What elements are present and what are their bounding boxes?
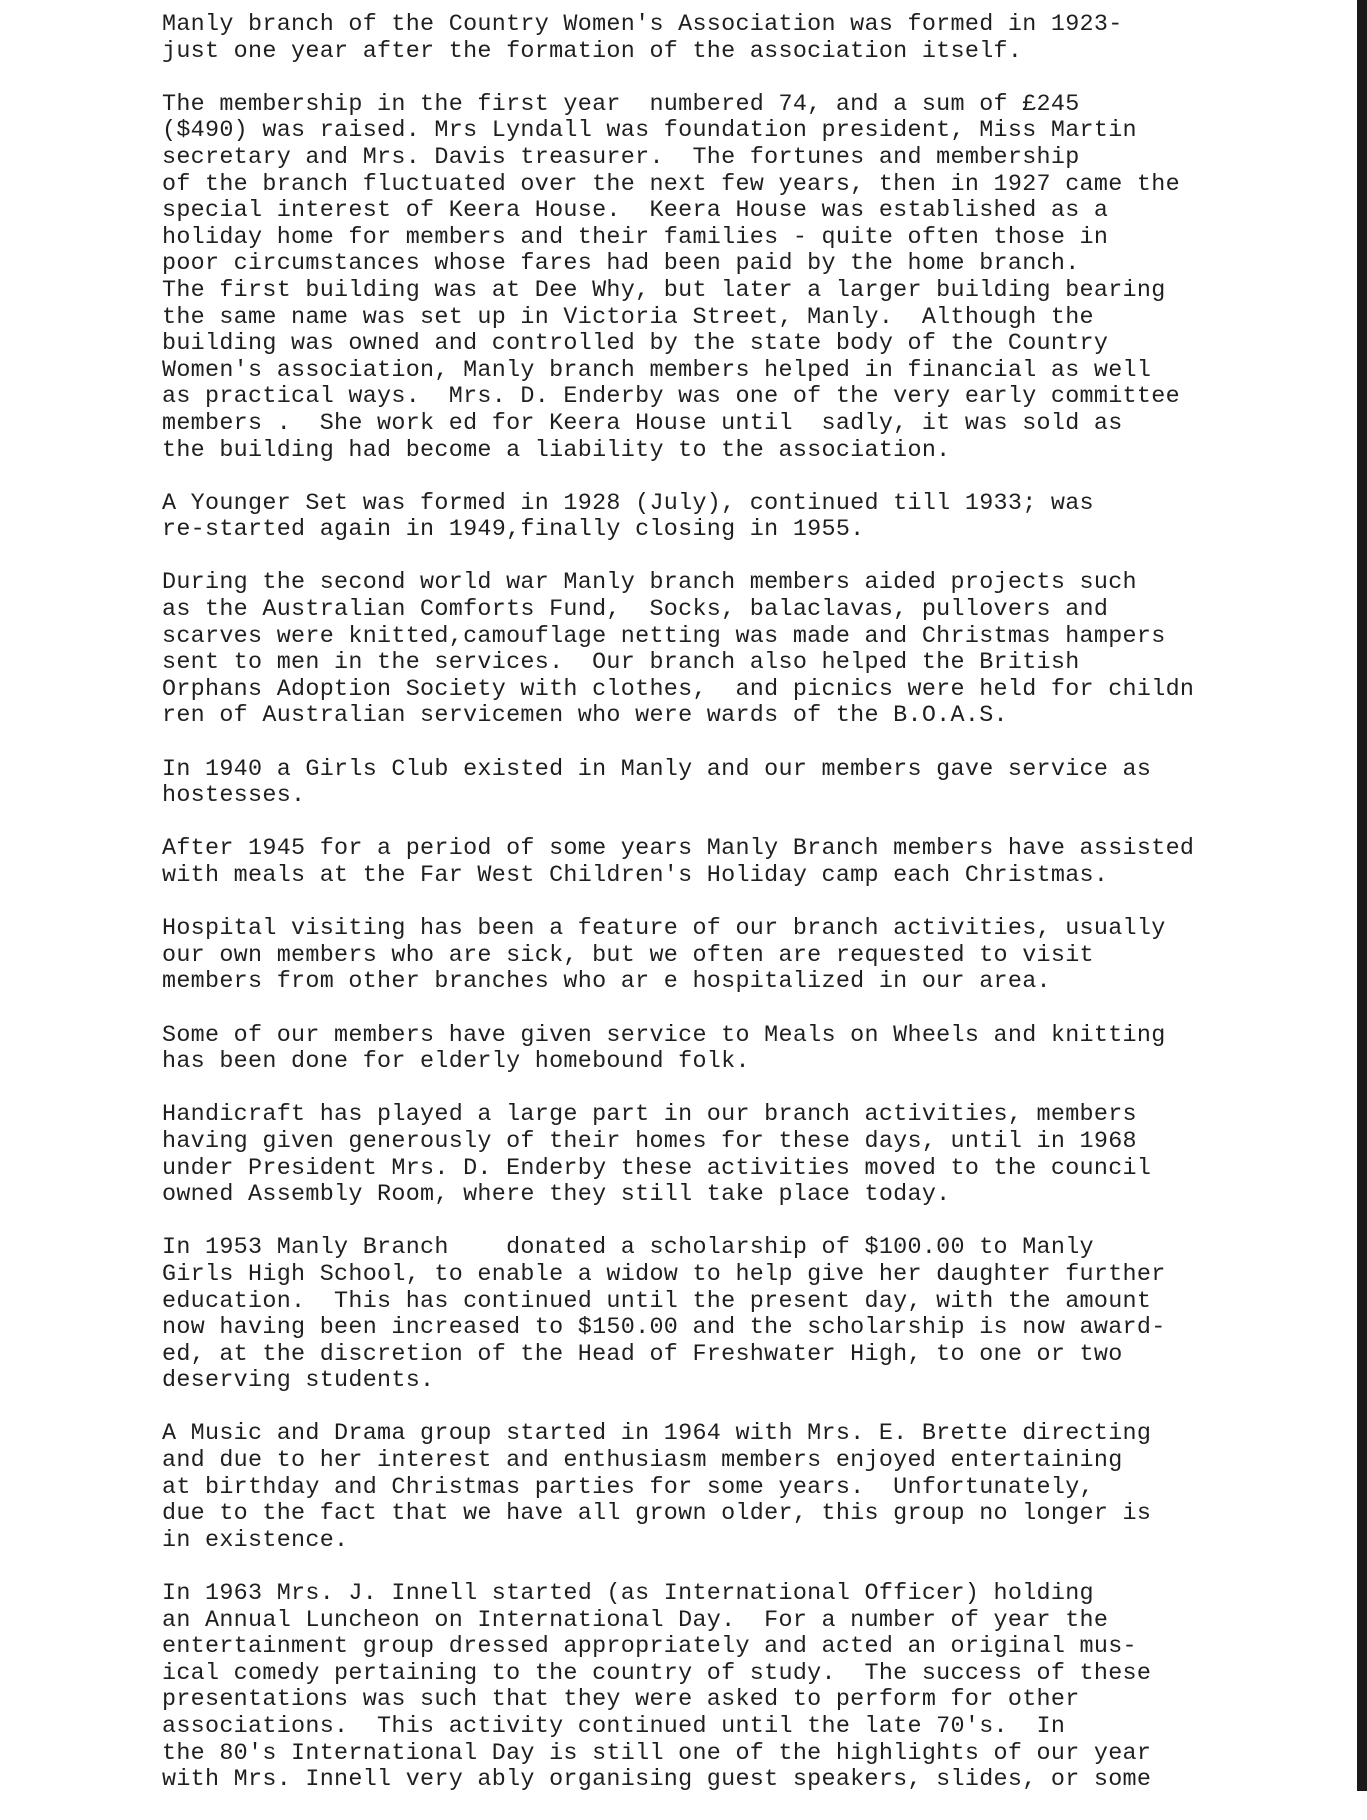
text-line: In 1963 Mrs. J. Innell started (as International Officer) holding	[162, 1581, 1094, 1608]
paragraph-international-day	[162, 1581, 1342, 1794]
text-line: Handicraft has played a large part in our branch activities, members	[162, 1102, 1137, 1129]
paragraph-music-drama	[162, 1421, 1342, 1554]
text-line: ren of Australian servicemen who were wards of the B.O.A.S.	[162, 703, 1008, 730]
text-line: just one year after the formation of the association itself.	[162, 38, 1023, 65]
text-line: ($490) was raised. Mrs Lyndall was foundation president, Miss Martin	[162, 118, 1137, 145]
paragraph-world-war	[162, 570, 1342, 730]
text-line: with Mrs. Innell very ably organising guest speakers, slides, or some	[162, 1767, 1152, 1794]
text-line: Some of our members have given service to Meals on Wheels and knitting	[162, 1022, 1166, 1049]
text-line: ical comedy pertaining to the country of study. The success of these	[162, 1660, 1152, 1687]
text-line: A Music and Drama group started in 1964 with Mrs. E. Brette directing	[162, 1421, 1152, 1448]
text-line: A Younger Set was formed in 1928 (July), continued till 1933; was	[162, 490, 1094, 517]
text-line: In 1940 a Girls Club existed in Manly and our members gave service as	[162, 756, 1152, 783]
text-line: the same name was set up in Victoria Street, Manly. Although the	[162, 304, 1094, 331]
text-line: having given generously of their homes for these days, until in 1968	[162, 1128, 1137, 1155]
paragraph-hospital-visiting	[162, 916, 1342, 996]
text-line: presentations was such that they were asked to perform for other	[162, 1687, 1080, 1714]
text-line: under President Mrs. D. Enderby these activities moved to the council	[162, 1155, 1152, 1182]
paragraph-handicraft	[162, 1102, 1342, 1208]
text-line: sent to men in the services. Our branch also helped the British	[162, 650, 1080, 677]
text-line: as practical ways. Mrs. D. Enderby was one of the very early committee	[162, 384, 1180, 411]
text-line: with meals at the Far West Children's Holiday camp each Christmas.	[162, 863, 1109, 889]
text-line: the 80's International Day is still one of the highlights of our year	[162, 1740, 1152, 1767]
text-line: our own members who are sick, but we often are requested to visit	[162, 942, 1094, 969]
text-line: poor circumstances whose fares had been paid by the home branch.	[162, 251, 1080, 278]
text-line: holiday home for members and their families - quite often those in	[162, 224, 1109, 251]
text-line: and due to her interest and enthusiasm members enjoyed entertaining	[162, 1448, 1123, 1475]
text-line: as the Australian Comforts Fund, Socks, balaclavas, pullovers and	[162, 597, 1109, 624]
text-line: entertainment group dressed appropriately and acted an original mus-	[162, 1634, 1137, 1661]
text-line: secretary and Mrs. Davis treasurer. The fortunes and membership	[162, 144, 1080, 171]
text-line: deserving students.	[162, 1368, 435, 1395]
text-line: now having been increased to $150.00 and the scholarship is now award-	[162, 1315, 1166, 1342]
text-line: members . She work ed for Keera House until sadly, it was sold as	[162, 410, 1123, 437]
text-line: re-started again in 1949,finally closing in 1955.	[162, 517, 865, 544]
text-line: Orphans Adoption Society with clothes, and picnics were held for childn	[162, 676, 1195, 703]
text-line: After 1945 for a period of some years Manly Branch members have assisted	[162, 836, 1195, 863]
paragraph-scholarship	[162, 1235, 1342, 1395]
text-line: in existence.	[162, 1527, 349, 1554]
typed-text-body	[162, 12, 1342, 1820]
paragraph-formation	[162, 12, 1342, 65]
paragraph-membership-keera-house	[162, 92, 1342, 464]
text-line: has been done for elderly homebound folk.	[162, 1049, 750, 1076]
text-line: owned Assembly Room, where they still take place today.	[162, 1182, 951, 1209]
text-line: members from other branches who ar e hospitalized in our area.	[162, 969, 1051, 996]
text-line: building was owned and controlled by the state body of the Country	[162, 331, 1109, 358]
text-line: the building had become a liability to the association.	[162, 437, 951, 464]
text-line: education. This has continued until the present day, with the amount	[162, 1288, 1152, 1315]
text-line: of the branch fluctuated over the next few years, then in 1927 came the	[162, 171, 1180, 198]
text-line: special interest of Keera House. Keera House was established as a	[162, 198, 1109, 225]
text-line: During the second world war Manly branch members aided projects such	[162, 570, 1137, 597]
text-line: an Annual Luncheon on International Day. For a number of year the	[162, 1607, 1109, 1634]
text-line: associations. This activity continued until the late 70's. In	[162, 1714, 1066, 1740]
text-line: due to the fact that we have all grown older, this group no longer is	[162, 1501, 1152, 1528]
text-line: scarves were knitted,camouflage netting was made and Christmas hampers	[162, 623, 1166, 650]
text-line: The first building was at Dee Why, but later a larger building bearing	[162, 277, 1166, 304]
text-line: ed, at the discretion of the Head of Freshwater High, to one or two	[162, 1341, 1123, 1368]
text-line: Girls High School, to enable a widow to help give her daughter further	[162, 1261, 1166, 1288]
text-line: hostesses.	[162, 783, 306, 810]
text-line: Women's association, Manly branch members helped in financial as well	[162, 357, 1152, 384]
text-line: The membership in the first year numbered 74, and a sum of £245	[162, 91, 1080, 118]
paragraph-younger-set	[162, 491, 1342, 544]
text-line: Hospital visiting has been a feature of our branch activities, usually	[162, 916, 1166, 943]
paragraph-girls-club	[162, 757, 1342, 810]
paragraph-meals-on-wheels	[162, 1023, 1342, 1076]
paragraph-far-west-camp	[162, 836, 1342, 889]
scan-edge-border	[1357, 0, 1367, 1791]
text-line: In 1953 Manly Branch donated a scholarship of $100.00 to Manly	[162, 1235, 1094, 1262]
text-line: at birthday and Christmas parties for some years. Unfortunately,	[162, 1474, 1094, 1501]
text-line: Manly branch of the Country Women's Association was formed in 1923-	[162, 12, 1123, 38]
